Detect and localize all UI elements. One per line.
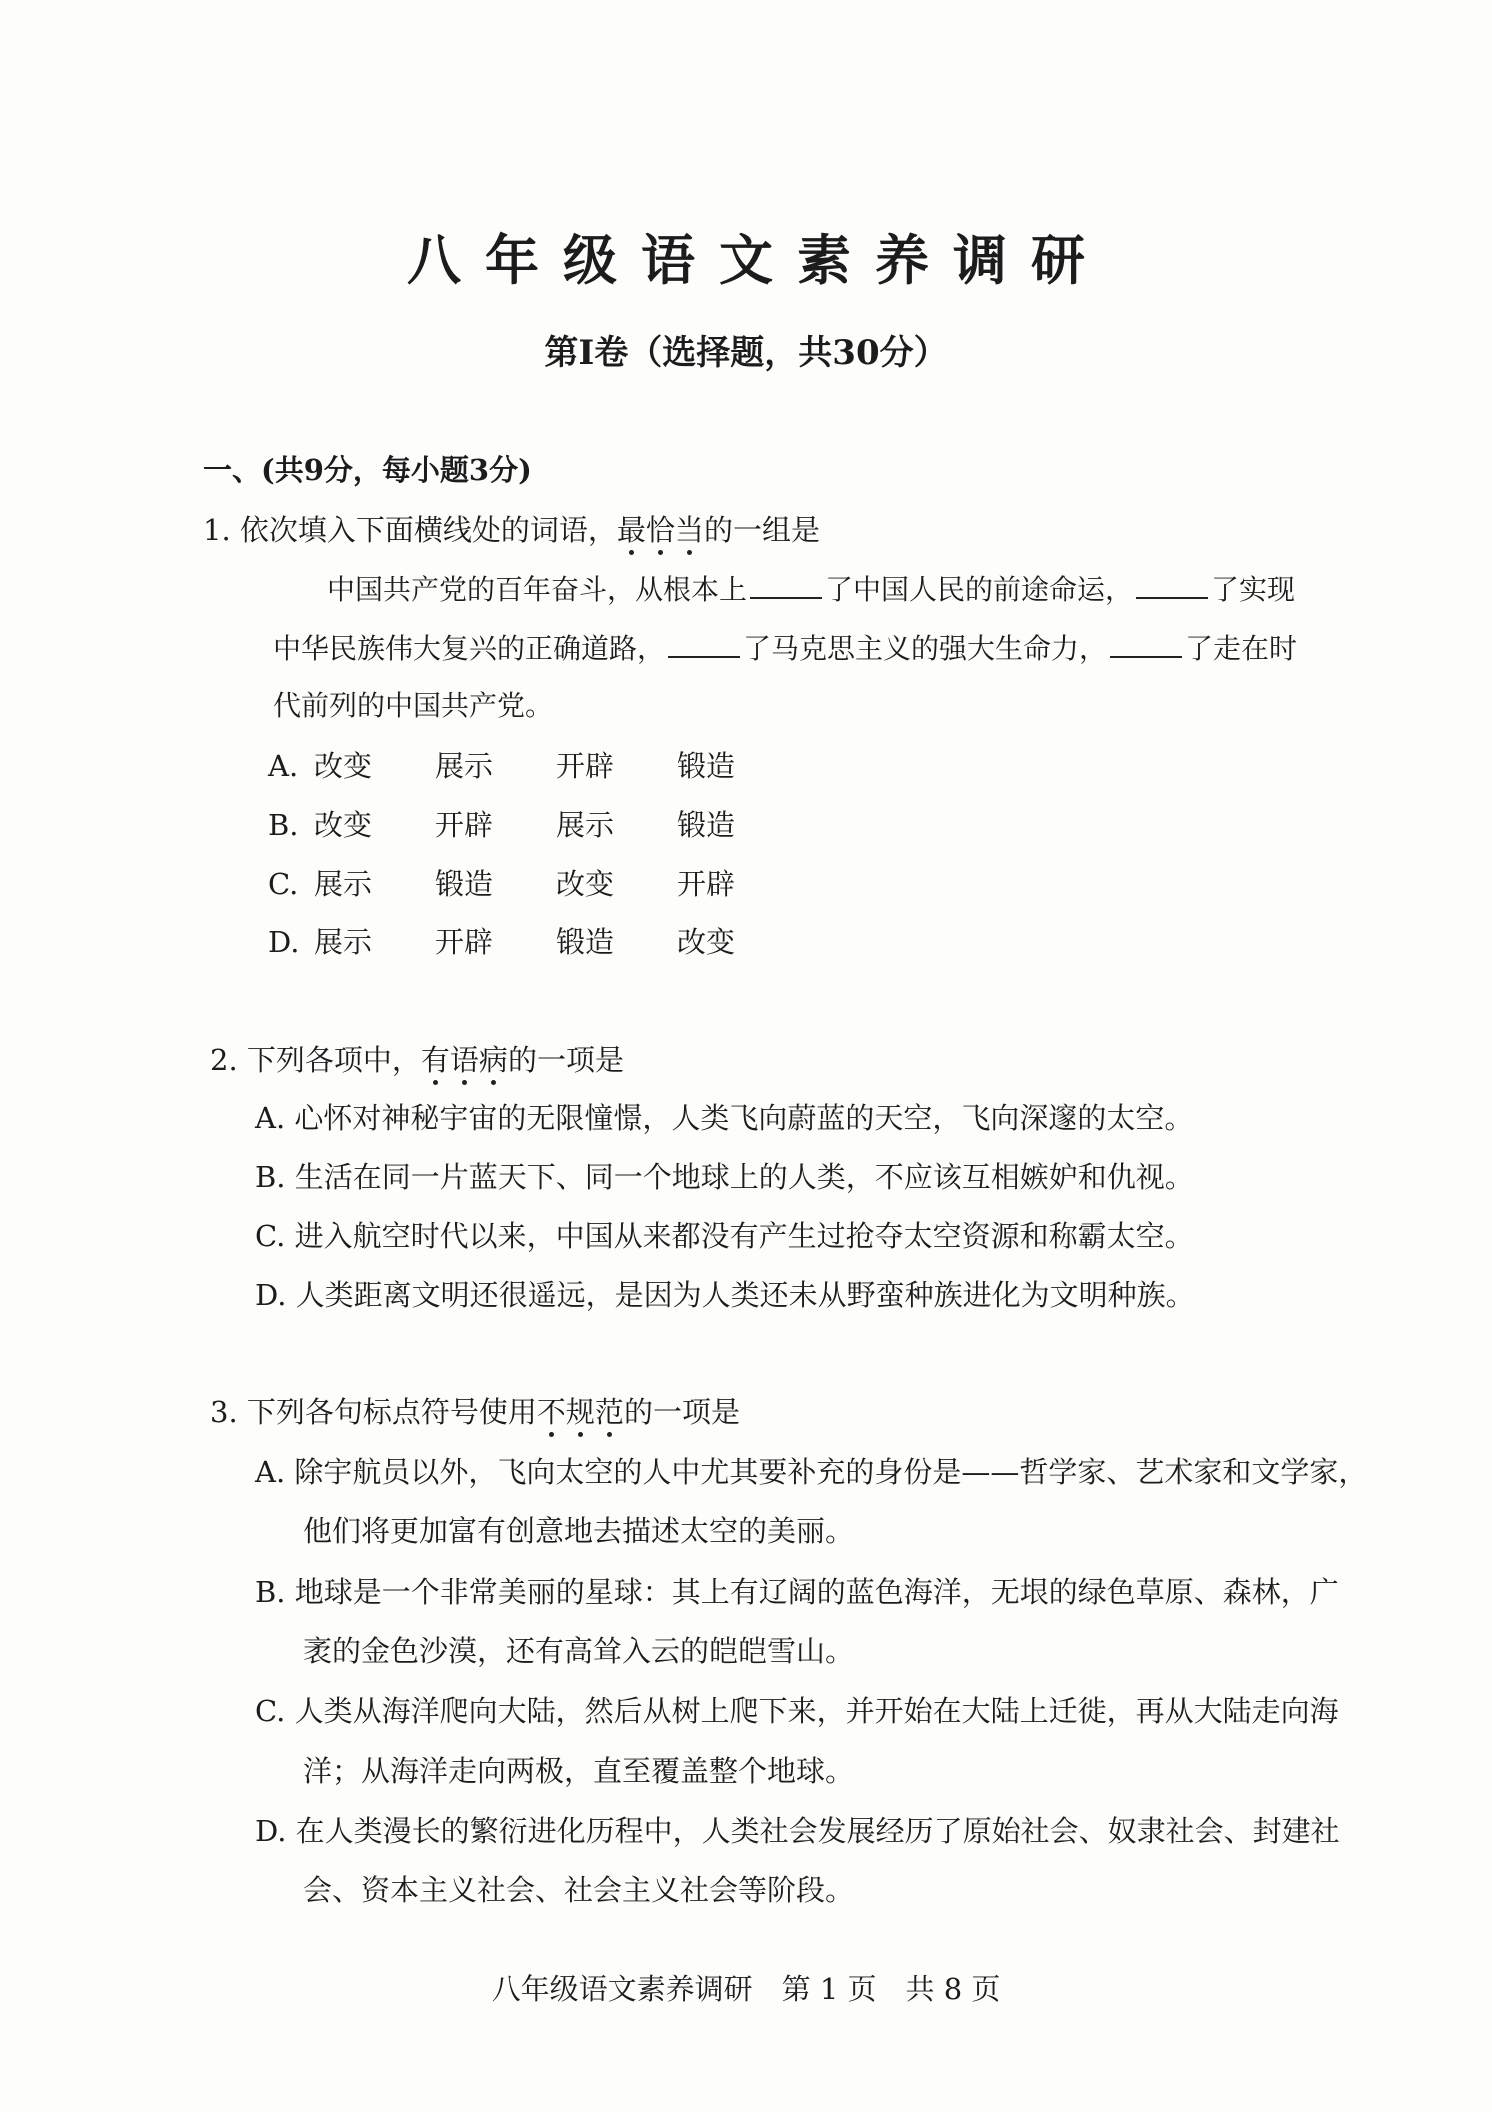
fill-blank <box>1136 571 1208 599</box>
option-word: 开辟 <box>556 749 615 783</box>
q2-option-c: C. 进入航空时代以来，中国从来都没有产生过抢夺太空资源和称霸太空。 <box>255 1219 1194 1253</box>
q3-option-d-line-2: 会、资本主义社会、社会主义社会等阶段。 <box>303 1873 855 1907</box>
q3-option-a-line-2: 他们将更加富有创意地去描述太空的美丽。 <box>303 1514 855 1548</box>
q1-passage-line-2 <box>273 630 1297 667</box>
q3-option-d-line-1: D. 在人类漫长的繁衍进化历程中，人类社会发展经历了原始社会、奴隶社会、封建社 <box>255 1814 1340 1848</box>
option-word: 展示 <box>435 749 494 783</box>
option-word: 锻造 <box>435 867 494 901</box>
option-word: 展示 <box>314 925 373 959</box>
q3-option-b-line-2: 袤的金色沙漠，还有高耸入云的皑皑雪山。 <box>303 1634 855 1668</box>
page-title: 八年级语文素养调研 <box>407 228 1109 292</box>
q2-option-d: D. 人类距离文明还很遥远，是因为人类还未从野蛮种族进化为文明种族。 <box>255 1278 1195 1312</box>
passage-text: 了走在时 <box>1185 632 1298 665</box>
option-letter: A. <box>268 749 299 783</box>
q3-emphasis: 范 <box>594 1395 624 1429</box>
q1-emphasis: 当 <box>674 513 704 547</box>
passage-text: 了实现 <box>1211 573 1296 606</box>
q1-passage-line-1 <box>327 571 1295 608</box>
option-word: 开辟 <box>435 925 494 959</box>
passage-text: 中华民族伟大复兴的正确道路， <box>273 632 666 665</box>
q2-option-a: A. 心怀对神秘宇宙的无限憧憬，人类飞向蔚蓝的天空，飞向深邃的太空。 <box>255 1101 1194 1135</box>
option-word: 开辟 <box>435 808 494 842</box>
passage-text: 中国共产党的百年奋斗，从根本上 <box>327 573 748 606</box>
q3-option-b-line-1: B. 地球是一个非常美丽的星球：其上有辽阔的蓝色海洋，无垠的绿色草原、森林，广 <box>255 1575 1339 1609</box>
q2-emphasis: 有 <box>420 1043 450 1077</box>
fill-blank <box>668 630 740 658</box>
q1-emphasis: 最 <box>616 513 646 547</box>
q1-passage-line-3: 代前列的中国共产党。 <box>273 689 554 722</box>
question-1-stem <box>203 512 820 548</box>
q2-stem-text: 的一项是 <box>507 1043 624 1077</box>
q1-stem-text: 1. 依次填入下面横线处的词语， <box>203 513 617 547</box>
option-word: 改变 <box>556 867 615 901</box>
q2-emphasis: 语 <box>449 1043 479 1077</box>
option-word: 改变 <box>677 925 736 959</box>
q3-emphasis: 规 <box>565 1395 595 1429</box>
q3-emphasis: 不 <box>536 1395 566 1429</box>
q2-option-b: B. 生活在同一片蓝天下、同一个地球上的人类，不应该互相嫉妒和仇视。 <box>255 1160 1194 1194</box>
option-word: 改变 <box>314 749 373 783</box>
q3-stem-text: 3. 下列各句标点符号使用 <box>210 1395 537 1429</box>
option-word: 展示 <box>556 808 615 842</box>
passage-text: 了中国人民的前途命运， <box>825 573 1134 606</box>
q1-option-b <box>268 807 798 843</box>
q1-option-c <box>268 866 798 902</box>
page-subtitle: 第Ⅰ卷（选择题，共30分） <box>544 333 948 373</box>
q3-stem-text: 的一项是 <box>623 1395 740 1429</box>
passage-text: 了马克思主义的强大生命力， <box>743 632 1108 665</box>
question-2-stem <box>210 1042 624 1078</box>
option-letter: C. <box>268 867 299 901</box>
option-word: 锻造 <box>556 925 615 959</box>
page-footer: 八年级语文素养调研 第 1 页 共 8 页 <box>491 1972 1001 2006</box>
q3-option-c-line-1: C. 人类从海洋爬向大陆，然后从树上爬下来，并开始在大陆上迁徙，再从大陆走向海 <box>255 1694 1339 1728</box>
q1-stem-text: 的一组是 <box>703 513 820 547</box>
q3-option-c-line-2: 洋；从海洋走向两极，直至覆盖整个地球。 <box>303 1754 855 1788</box>
option-word: 改变 <box>314 808 373 842</box>
q1-emphasis: 恰 <box>645 513 675 547</box>
option-word: 锻造 <box>677 808 736 842</box>
option-word: 展示 <box>314 867 373 901</box>
option-letter: D. <box>268 925 300 959</box>
question-3-stem <box>210 1394 740 1430</box>
fill-blank <box>750 571 822 599</box>
option-letter: B. <box>268 808 299 842</box>
q2-stem-text: 2. 下列各项中， <box>210 1043 421 1077</box>
fill-blank <box>1110 630 1182 658</box>
option-word: 开辟 <box>677 867 736 901</box>
q3-option-a-line-1: A. 除宇航员以外，飞向太空的人中尤其要补充的身份是——哲学家、艺术家和文学家， <box>255 1455 1368 1489</box>
q2-emphasis: 病 <box>478 1043 508 1077</box>
q1-option-a <box>268 748 798 784</box>
section-heading: 一、(共9分，每小题3分) <box>203 453 532 487</box>
q1-option-d <box>268 924 798 960</box>
option-word: 锻造 <box>677 749 736 783</box>
